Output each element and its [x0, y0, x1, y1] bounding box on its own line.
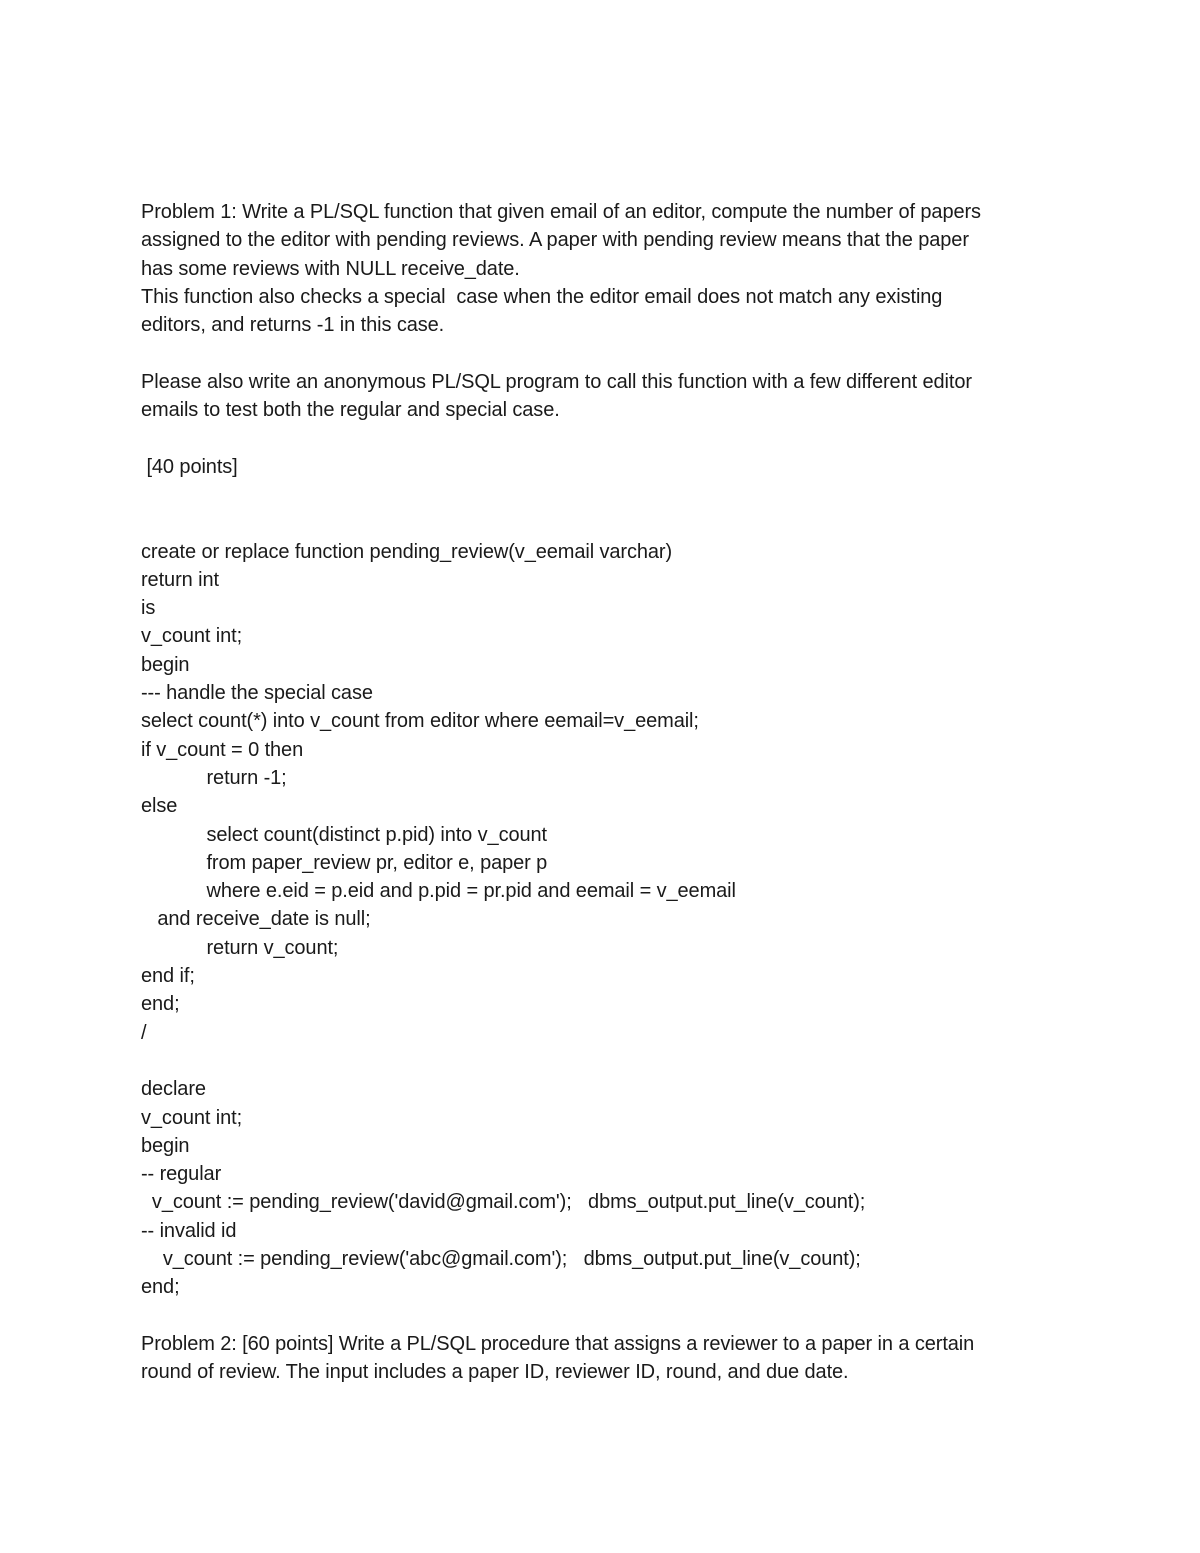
- code-line: else: [141, 795, 178, 818]
- anonymous-block-code: [141, 1075, 1071, 1301]
- problem-1-line: assigned to the editor with pending reviews. A paper with pending review means that the paper: [141, 229, 969, 252]
- problem-1-test-instructions: [141, 368, 1071, 425]
- problem-2-statement: [141, 1330, 1071, 1387]
- problem-1-line: Problem 1: Write a PL/SQL function that given email of an editor, compute the number of papers: [141, 201, 981, 223]
- code-line: v_count int;: [141, 1106, 243, 1129]
- problem-1-line: This function also checks a special case when the editor email does not match any existing: [141, 285, 943, 308]
- code-line: where e.eid = p.eid and p.pid = pr.pid and eemail = v_eemail: [141, 880, 736, 903]
- spacer: [141, 1047, 1071, 1075]
- code-line: is: [141, 597, 156, 620]
- code-line: end;: [141, 993, 180, 1016]
- test-instruction-line: emails to test both the regular and special case.: [141, 399, 560, 422]
- code-line: return int: [141, 568, 219, 591]
- code-line: begin: [141, 653, 190, 676]
- code-line: end if;: [141, 965, 195, 988]
- function-code-block: [141, 538, 1071, 1047]
- code-line: -- regular: [141, 1163, 222, 1186]
- code-line: if v_count = 0 then: [141, 738, 304, 761]
- spacer: [141, 481, 1071, 538]
- code-line: -- invalid id: [141, 1219, 237, 1242]
- code-line: create or replace function pending_review(v_eemail varchar): [141, 540, 673, 563]
- spacer: [141, 1302, 1071, 1330]
- code-line: v_count := pending_review('david@gmail.com'); dbms_output.put_line(v_count);: [141, 1191, 866, 1214]
- spacer: [141, 424, 1071, 452]
- test-instruction-line: Please also write an anonymous PL/SQL program to call this function with a few different editor: [141, 370, 972, 393]
- code-line: --- handle the special case: [141, 682, 373, 705]
- code-line: return -1;: [141, 766, 287, 789]
- problem-2-line: round of review. The input includes a paper ID, reviewer ID, round, and due date.: [141, 1361, 849, 1384]
- code-line: select count(*) into v_count from editor where eemail=v_eemail;: [141, 710, 699, 733]
- code-line: v_count := pending_review('abc@gmail.com'); dbms_output.put_line(v_count);: [141, 1247, 861, 1270]
- problem-1-statement: [141, 198, 1071, 339]
- code-line: /: [141, 1021, 147, 1044]
- code-line: and receive_date is null;: [141, 908, 371, 931]
- problem-1-line: editors, and returns -1 in this case.: [141, 314, 445, 337]
- spacer: [141, 339, 1071, 367]
- code-line: begin: [141, 1134, 190, 1157]
- problem-2-line: Problem 2: [60 points] Write a PL/SQL procedure that assigns a reviewer to a paper in a certain: [141, 1332, 975, 1355]
- code-line: declare: [141, 1078, 206, 1101]
- code-line: select count(distinct p.pid) into v_count: [141, 823, 548, 846]
- document-body: [141, 198, 1071, 1386]
- problem-1-points: [40 points]: [141, 455, 238, 478]
- code-line: end;: [141, 1276, 180, 1299]
- code-line: from paper_review pr, editor e, paper p: [141, 851, 548, 874]
- problem-1-line: has some reviews with NULL receive_date.: [141, 257, 520, 280]
- code-line: v_count int;: [141, 625, 243, 648]
- code-line: return v_count;: [141, 936, 339, 959]
